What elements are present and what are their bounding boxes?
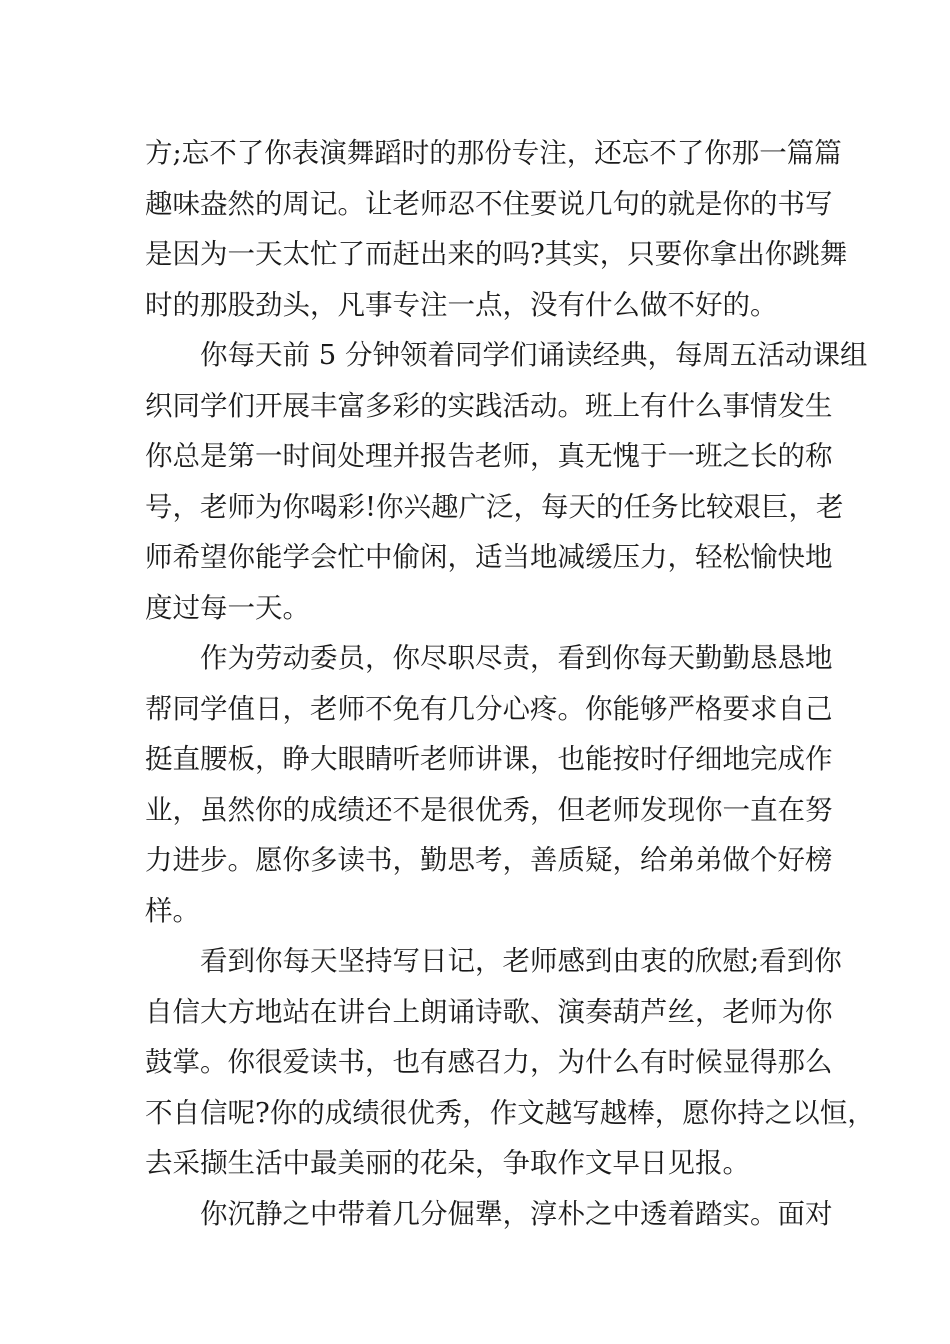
paragraph-5 (145, 1189, 833, 1240)
text-line: 你总是第一时间处理并报告老师，真无愧于一班之长的称 (145, 440, 833, 472)
document-body (145, 128, 875, 1239)
text-line: 织同学们开展丰富多彩的实践活动。班上有什么事情发生 (145, 389, 833, 422)
text-line: 趣味盎然的周记。让老师忍不住要说几句的就是你的书写 (145, 187, 833, 220)
text-line: 帮同学值日，老师不免有几分心疼。你能够严格要求自己 (145, 692, 833, 725)
text-line: 方;忘不了你表演舞蹈时的那份专注，还忘不了你那一篇篇 (145, 137, 842, 169)
text-line: 力进步。愿你多读书，勤思考，善质疑，给弟弟做个好榜 (145, 844, 833, 876)
text-line: 自信大方地站在讲台上朗诵诗歌、演奏葫芦丝，老师为你 (145, 995, 833, 1028)
text-line: 样。 (145, 894, 200, 927)
text-line: 不自信呢?你的成绩很优秀，作文越写越棒，愿你持之以恒， (145, 1096, 875, 1129)
text-line: 你每天前 5 分钟领着同学们诵读经典，每周五活动课组 (200, 339, 868, 371)
paragraph-3 (145, 633, 833, 936)
text-line: 鼓掌。你很爱读书，也有感召力，为什么有时候显得那么 (145, 1046, 833, 1078)
text-line: 看到你每天坚持写日记，老师感到由衷的欣慰;看到你 (200, 945, 842, 977)
paragraph-4 (145, 936, 875, 1189)
text-line: 时的那股劲头，凡事专注一点，没有什么做不好的。 (145, 288, 778, 321)
text-line: 是因为一天太忙了而赶出来的吗?其实，只要你拿出你跳舞 (145, 238, 848, 270)
text-line: 号，老师为你喝彩!你兴趣广泛，每天的任务比较艰巨，老 (145, 490, 844, 523)
text-line: 作为劳动委员，你尽职尽责，看到你每天勤勤恳恳地 (200, 642, 833, 674)
text-line: 度过每一天。 (145, 591, 310, 624)
text-line: 去采撷生活中最美丽的花朵，争取作文早日见报。 (145, 1147, 750, 1179)
text-line: 挺直腰板，睁大眼睛听老师讲课，也能按时仔细地完成作 (145, 743, 833, 775)
text-line: 业，虽然你的成绩还不是很优秀，但老师发现你一直在努 (145, 793, 833, 826)
text-line: 师希望你能学会忙中偷闲，适当地减缓压力，轻松愉快地 (145, 541, 833, 573)
text-line: 你沉静之中带着几分倔犟，淳朴之中透着踏实。面对 (200, 1197, 833, 1230)
paragraph-1 (145, 128, 848, 330)
paragraph-2 (145, 330, 868, 633)
